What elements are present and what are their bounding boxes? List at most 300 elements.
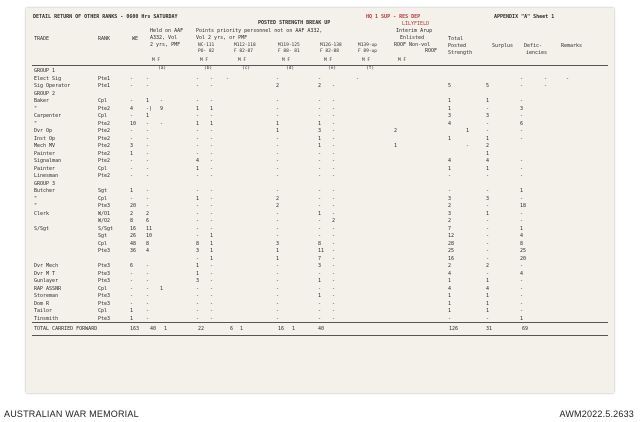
value-cell: 4 <box>146 248 150 254</box>
value-cell: - <box>196 300 200 307</box>
value-cell: - <box>276 225 280 232</box>
value-cell: - <box>210 315 214 322</box>
value-cell: 1 <box>448 308 452 314</box>
value-cell: 1 <box>448 300 452 307</box>
trade-cell: Elect Sig <box>34 75 62 82</box>
value-cell: - <box>196 233 200 239</box>
footer-institution: AUSTRALIAN WAR MEMORIAL <box>4 409 139 419</box>
trade-cell: GROUP 3 <box>34 180 56 187</box>
col-header-held-2: A332, Vol <box>150 35 178 41</box>
value-cell: 1 <box>318 210 322 217</box>
value-cell: - <box>332 158 336 164</box>
value-cell: - <box>146 278 150 284</box>
col-header-b-1: NC-111 <box>198 43 215 48</box>
value-cell: - <box>130 293 134 299</box>
rank-cell: Pte2 <box>98 128 111 134</box>
value-cell: - <box>318 188 322 194</box>
value-cell: 18 <box>520 203 527 209</box>
value-cell: - <box>196 128 200 134</box>
value-cell: 1 <box>318 278 322 284</box>
value-cell: - <box>210 83 214 89</box>
value-cell: 8 <box>520 240 524 247</box>
value-cell: 2 <box>130 210 134 217</box>
value-cell: - <box>332 188 336 194</box>
value-cell: 1 <box>448 105 452 112</box>
value-cell: - <box>146 188 150 194</box>
value-cell: 4 <box>130 105 134 112</box>
rank-cell: Pte3 <box>98 315 111 322</box>
value-cell: - <box>130 98 134 104</box>
value-cell: 3 <box>196 278 200 284</box>
total-held-f: 1 <box>164 326 168 332</box>
value-cell: 1 <box>196 195 200 202</box>
postings-title: POSTED STRENGTH BREAK UP <box>258 20 331 26</box>
value-cell: - <box>332 128 336 134</box>
document-title: DETAIL RETURN OF OTHER RANKS - 0600 Hrs SATURDAY <box>33 14 178 20</box>
value-cell: 1 <box>210 248 214 254</box>
trade-cell: Sig Operator <box>34 83 71 89</box>
value-cell: - <box>318 105 322 112</box>
value-cell: - <box>520 173 524 179</box>
value-cell: - <box>486 248 490 254</box>
col-header-total-1: Total <box>448 36 464 42</box>
value-cell: - <box>160 120 164 127</box>
value-cell: 1 <box>486 210 490 217</box>
col-header-points-1: Points priority personnel not on AAF A332, <box>196 28 323 34</box>
value-cell: - <box>448 315 452 322</box>
value-cell: - <box>332 293 336 299</box>
mf-b: M F <box>200 58 209 63</box>
value-cell: 1 <box>160 285 164 292</box>
value-cell: 1 <box>130 315 134 322</box>
value-cell: - <box>318 98 322 104</box>
mf-c: M F <box>238 58 247 63</box>
appendix-label: APPENDIX "A" Sheet 1 <box>494 14 555 20</box>
value-cell: 6 <box>130 263 134 269</box>
value-cell: 1 <box>276 255 280 262</box>
value-cell: - <box>318 158 322 164</box>
value-cell: 1 <box>318 143 322 149</box>
value-cell: - <box>210 293 214 299</box>
total-defic: 69 <box>522 326 529 332</box>
value-cell: - <box>520 165 524 172</box>
value-cell: 5 <box>448 83 452 89</box>
value-cell: 3 <box>276 240 280 247</box>
value-cell: 4 <box>448 120 452 127</box>
value-cell: - <box>146 83 150 89</box>
value-cell: - <box>196 135 200 142</box>
value-cell: 7 <box>318 255 322 262</box>
value-cell: 1 <box>210 240 214 247</box>
total-d-f: 1 <box>292 326 296 332</box>
value-cell: 1 <box>196 105 200 112</box>
value-cell: - <box>276 75 280 82</box>
value-cell: 2 <box>276 83 280 89</box>
value-cell: - <box>520 113 524 119</box>
value-cell: - <box>276 293 280 299</box>
rank-cell: Pte3 <box>98 278 111 284</box>
value-cell: - <box>520 308 524 314</box>
value-cell: 20 <box>130 203 137 209</box>
value-cell: - <box>210 173 214 179</box>
value-cell: 1 <box>448 278 452 284</box>
value-cell: 2 <box>276 195 280 202</box>
value-cell: - <box>520 218 524 224</box>
value-cell: 2 <box>448 203 452 209</box>
value-cell: - <box>130 278 134 284</box>
rank-cell: Cpl <box>98 98 108 104</box>
col-header-points-2: Vol 2 yrs, or PMF <box>196 35 248 41</box>
value-cell: 8 <box>318 240 322 247</box>
value-cell: 1 <box>210 255 214 262</box>
value-cell: - <box>276 188 280 194</box>
value-cell: - <box>146 120 150 127</box>
value-cell: - <box>486 233 490 239</box>
value-cell: - <box>210 165 214 172</box>
value-cell: 2 <box>394 128 398 134</box>
value-cell: 3 <box>486 195 490 202</box>
mf-d: M F <box>282 58 291 63</box>
value-cell: - <box>332 240 336 247</box>
value-cell: - <box>332 300 336 307</box>
value-cell: - <box>318 315 322 322</box>
rank-cell: Pte2 <box>98 105 111 112</box>
trade-cell: Gunlayer <box>34 278 59 284</box>
value-cell: 3 <box>196 248 200 254</box>
value-cell: - <box>520 195 524 202</box>
rank-cell: Cpl <box>98 285 108 292</box>
rank-cell: Pte3 <box>98 248 111 254</box>
value-cell: - <box>146 75 150 82</box>
value-cell: 7 <box>448 225 452 232</box>
value-cell: - <box>276 143 280 149</box>
value-cell: 1 <box>486 300 490 307</box>
value-cell: 1 <box>130 188 134 194</box>
value-cell: 12 <box>448 233 455 239</box>
value-cell: - <box>146 135 150 142</box>
value-cell: 1 <box>146 113 150 119</box>
rank-cell: Pte3 <box>98 263 111 269</box>
col-header-f-1: M139-up <box>358 43 377 48</box>
total-e: 40 <box>318 326 325 332</box>
value-cell: - <box>332 165 336 172</box>
value-cell: - <box>130 270 134 277</box>
value-cell: 3 <box>520 105 524 112</box>
value-cell: - <box>196 173 200 179</box>
trade-cell: Clerk <box>34 210 50 217</box>
value-cell: - <box>276 98 280 104</box>
trade-cell: " <box>34 203 38 209</box>
rank-cell: S/Sgt <box>98 225 114 232</box>
value-cell: - <box>146 143 150 149</box>
value-cell: 8 <box>196 240 200 247</box>
value-cell: - <box>130 135 134 142</box>
value-cell: - <box>210 135 214 142</box>
trade-cell: RAP ASSNR <box>34 285 62 292</box>
value-cell: - <box>210 263 214 269</box>
value-cell: 3 <box>130 143 134 149</box>
value-cell: 8 <box>130 218 134 224</box>
value-cell: 3 <box>318 263 322 269</box>
trade-cell: " <box>34 195 38 202</box>
value-cell: 1 <box>486 165 490 172</box>
rank-cell: Cpl <box>98 240 108 247</box>
value-cell: 11 <box>146 225 153 232</box>
value-cell: - <box>160 98 164 104</box>
value-cell: - <box>486 188 490 194</box>
trade-cell: Inst Op <box>34 135 56 142</box>
value-cell: - <box>318 225 322 232</box>
value-cell: - <box>486 218 490 224</box>
value-cell: - <box>276 233 280 239</box>
value-cell: - <box>332 150 336 157</box>
value-cell: 1 <box>394 143 398 149</box>
value-cell: - <box>210 188 214 194</box>
rank-cell: Pte2 <box>98 143 111 149</box>
value-cell: - <box>210 218 214 224</box>
trade-cell: Linesman <box>34 173 59 179</box>
value-cell: - <box>130 300 134 307</box>
rank-cell: Pte1 <box>98 83 111 89</box>
trade-cell: Dvr M T <box>34 270 56 277</box>
value-cell: - <box>196 210 200 217</box>
mf-held: M F <box>152 58 161 63</box>
document-sheet <box>26 8 614 393</box>
value-cell: - <box>276 300 280 307</box>
value-cell: - <box>210 278 214 284</box>
trade-cell: Tailor <box>34 308 53 314</box>
value-cell: - <box>276 150 280 157</box>
value-cell: - <box>486 315 490 322</box>
value-cell: - <box>210 300 214 307</box>
value-cell: - <box>146 308 150 314</box>
rank-cell: Pte3 <box>98 300 111 307</box>
col-header-c-2: F 82-87 <box>234 49 253 54</box>
value-cell: - <box>196 225 200 232</box>
total-surplus: 31 <box>486 326 493 332</box>
value-cell: - <box>196 75 200 82</box>
value-cell: - <box>196 83 200 89</box>
value-cell: - <box>486 255 490 262</box>
value-cell: - <box>276 285 280 292</box>
value-cell: - <box>130 83 134 89</box>
value-cell: - <box>196 218 200 224</box>
col-header-e-1: M126-138 <box>320 43 342 48</box>
col-header-interim-4: ROOF <box>425 48 438 54</box>
col-header-total-3: Strength <box>448 50 473 56</box>
value-cell: - <box>276 315 280 322</box>
value-cell: - <box>210 158 214 164</box>
value-cell: - <box>318 75 322 82</box>
value-cell: - <box>276 165 280 172</box>
rank-cell: Pte2 <box>98 135 111 142</box>
value-cell: - <box>276 218 280 224</box>
value-cell: - <box>196 113 200 119</box>
value-cell: 1 <box>448 135 452 142</box>
value-cell: 16 <box>448 255 455 262</box>
value-cell: - <box>130 165 134 172</box>
trade-cell: Storeman <box>34 293 59 299</box>
value-cell: - <box>130 195 134 202</box>
value-cell: 1 <box>196 270 200 277</box>
rank-cell: Pte3 <box>98 203 111 209</box>
value-cell: - <box>210 143 214 149</box>
value-cell: - <box>332 143 336 149</box>
value-cell: - <box>318 113 322 119</box>
value-cell: 1 <box>486 135 490 142</box>
rank-cell: Cpl <box>98 165 108 172</box>
value-cell: - <box>196 150 200 157</box>
value-cell: - <box>520 300 524 307</box>
value-cell: 3 <box>448 113 452 119</box>
trade-cell: S/Sgt <box>34 225 50 232</box>
value-cell: 1 <box>210 105 214 112</box>
value-cell: - <box>486 225 490 232</box>
value-cell: 1 <box>276 120 280 127</box>
rank-cell: Pte3 <box>98 293 111 299</box>
value-cell: - <box>146 158 150 164</box>
trade-cell: Dom R <box>34 300 50 307</box>
total-rule-top <box>32 322 608 323</box>
value-cell: - <box>318 165 322 172</box>
value-cell: - <box>332 173 336 179</box>
header-rule <box>32 65 608 66</box>
value-cell: 1 <box>486 308 490 314</box>
trade-cell: GROUP 1 <box>34 68 56 74</box>
value-cell: 3 <box>318 128 322 134</box>
rank-cell: Pte2 <box>98 158 111 164</box>
value-cell: - <box>332 315 336 322</box>
value-cell: - <box>544 75 548 82</box>
value-cell: 1 <box>486 293 490 299</box>
value-cell: - <box>332 233 336 239</box>
value-cell: - <box>210 308 214 314</box>
value-cell: - <box>276 263 280 269</box>
col-header-b-2: PO- 82 <box>198 49 215 54</box>
value-cell: 3 <box>448 210 452 217</box>
value-cell: 1 <box>276 248 280 254</box>
total-rule-bottom <box>32 335 608 336</box>
value-cell: - <box>196 255 200 262</box>
value-cell: - <box>196 188 200 194</box>
value-cell: 1 <box>466 128 470 134</box>
value-cell: - <box>332 308 336 314</box>
value-cell: 1 <box>276 128 280 134</box>
value-cell: - <box>486 128 490 134</box>
value-cell: - <box>332 263 336 269</box>
value-cell: 28 <box>448 240 455 247</box>
value-cell: - <box>130 158 134 164</box>
value-cell: - <box>210 270 214 277</box>
trade-cell: " <box>34 105 38 112</box>
rank-cell: Pte2 <box>98 120 111 127</box>
col-header-rank: RANK <box>98 36 111 42</box>
total-d-m: 16 <box>278 326 285 332</box>
value-cell: 1 <box>520 225 524 232</box>
trade-cell: " <box>34 120 38 127</box>
trade-cell: Mech MV <box>34 143 56 149</box>
value-cell: 1 <box>448 293 452 299</box>
value-cell: - <box>276 173 280 179</box>
value-cell: - <box>332 203 336 209</box>
value-cell: - <box>332 120 336 127</box>
value-cell: 1 <box>486 278 490 284</box>
value-cell: - <box>332 225 336 232</box>
label-f: (f) <box>366 66 375 71</box>
value-cell: 1 <box>130 150 134 157</box>
value-cell: - <box>486 120 490 127</box>
value-cell: - <box>146 165 150 172</box>
label-e: (e) <box>328 66 337 71</box>
value-cell: 4 <box>196 158 200 164</box>
value-cell: 4 <box>486 158 490 164</box>
value-cell: - <box>520 278 524 284</box>
trade-cell: Signalman <box>34 158 62 164</box>
value-cell: - <box>210 203 214 209</box>
value-cell: 6 <box>520 120 524 127</box>
value-cell: - <box>130 173 134 179</box>
col-header-interim-1: Interim Arup <box>396 28 433 34</box>
value-cell: 36 <box>130 248 137 254</box>
trade-cell: Dvr Mech <box>34 263 59 269</box>
trade-cell: Baker <box>34 98 50 104</box>
rank-cell: Sgt <box>98 233 108 239</box>
rank-cell: Cpl <box>98 308 108 314</box>
value-cell: 4 <box>448 270 452 277</box>
value-cell: - <box>210 128 214 134</box>
trade-cell: Painter <box>34 165 56 172</box>
value-cell: - <box>332 195 336 202</box>
value-cell: 1 <box>146 98 150 104</box>
lilyfield-note: LILYFIELD <box>402 21 430 27</box>
value-cell: - <box>318 203 322 209</box>
value-cell: - <box>318 300 322 307</box>
col-header-remarks: Remarks <box>561 43 583 49</box>
col-header-total-2: Posted <box>448 43 467 49</box>
value-cell: - <box>146 203 150 209</box>
value-cell: 10 <box>130 120 137 127</box>
rank-cell: Pte1 <box>98 75 111 82</box>
value-cell: - <box>486 105 490 112</box>
value-cell: - <box>210 225 214 232</box>
value-cell: - <box>332 105 336 112</box>
value-cell: - <box>146 293 150 299</box>
col-header-we: WE <box>132 36 139 42</box>
total-c-f: 1 <box>240 326 244 332</box>
value-cell: 1 <box>196 165 200 172</box>
value-cell: - <box>210 113 214 119</box>
value-cell: - <box>130 75 134 82</box>
value-cell: - <box>196 285 200 292</box>
label-d: (d) <box>286 66 295 71</box>
value-cell: - <box>196 315 200 322</box>
value-cell: - <box>520 210 524 217</box>
value-cell: - <box>356 75 360 82</box>
value-cell: - <box>318 173 322 179</box>
value-cell: 4 <box>520 270 524 277</box>
col-header-surplus: Surplus <box>492 43 514 49</box>
value-cell: - <box>332 248 336 254</box>
value-cell: - <box>210 210 214 217</box>
value-cell: 1 <box>486 98 490 104</box>
value-cell: - <box>318 285 322 292</box>
col-header-f-2: F 89-up <box>358 49 377 54</box>
value-cell: - <box>318 270 322 277</box>
rank-cell: Cpl <box>98 195 108 202</box>
rank-cell: W/O2 <box>98 218 111 224</box>
value-cell: - <box>196 98 200 104</box>
footer-accession: AWM2022.5.2633 <box>559 409 634 419</box>
